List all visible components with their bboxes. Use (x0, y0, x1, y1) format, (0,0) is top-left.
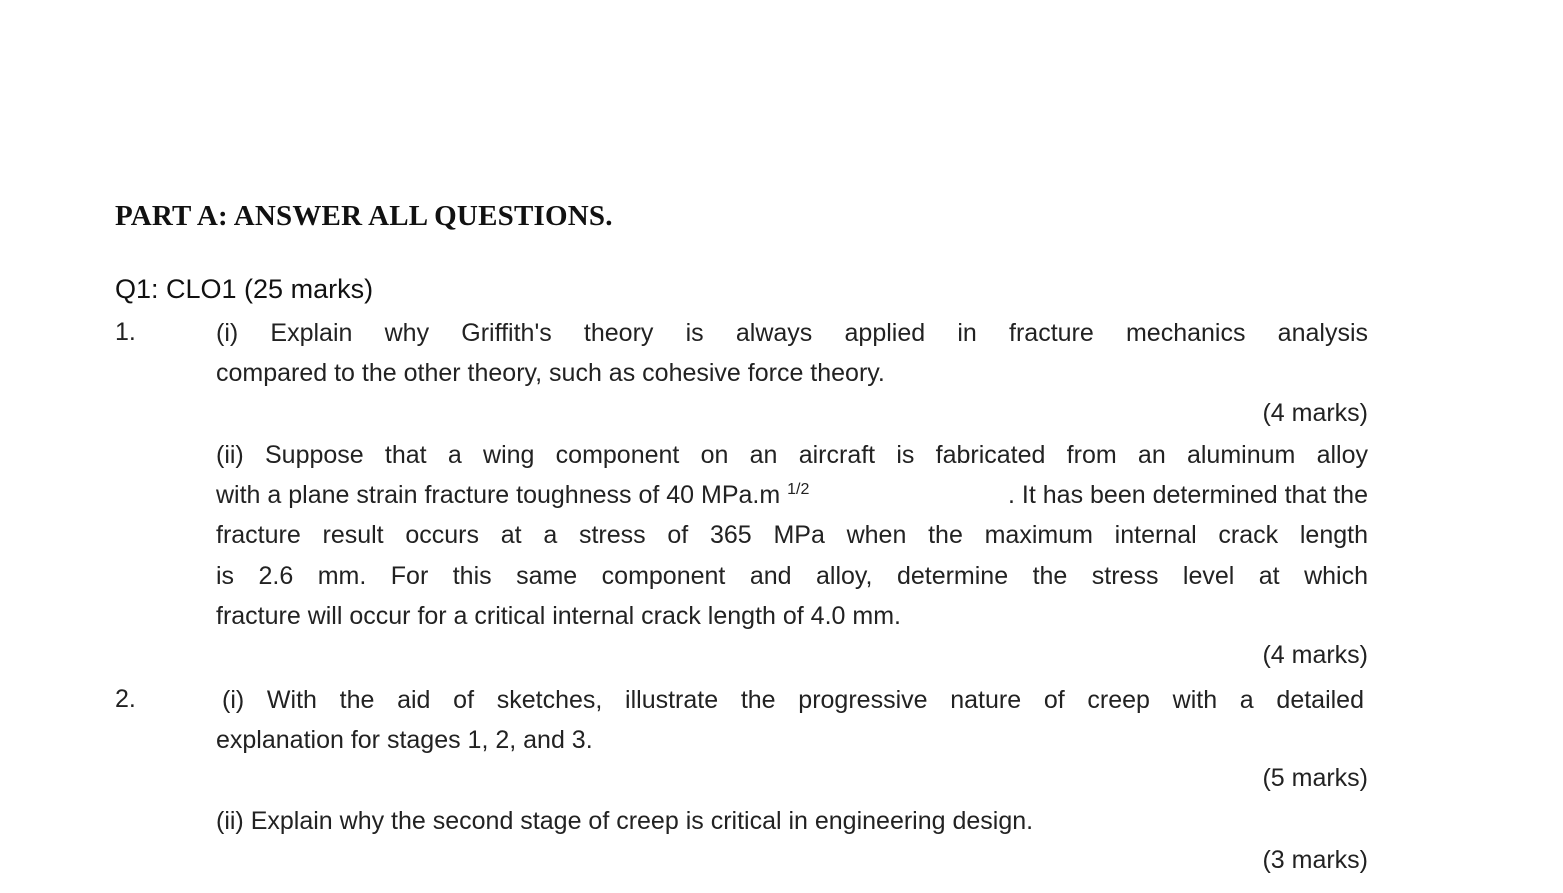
marks-label: (3 marks) (1262, 846, 1368, 874)
question-text-line: is 2.6 mm. For this same component and alloy, determine the stress level at which (216, 562, 1368, 590)
question-text-line (216, 480, 1368, 510)
exponent: 1/2 (787, 481, 810, 498)
question-text-line: (i) Explain why Griffith's theory is always applied in fracture mechanics analysis (216, 319, 1368, 347)
question-text-line: (ii) Explain why the second stage of creep is critical in engineering design. (216, 807, 1034, 835)
question-text-segment: with a plane strain fracture toughness of 40 MPa.m (216, 481, 781, 509)
question-text-line: compared to the other theory, such as cohesive force theory. (216, 359, 885, 387)
question-number: 1. (115, 318, 136, 346)
question-text-fragment: . It has been determined that the (1008, 481, 1368, 509)
question-text-fragment (216, 480, 809, 510)
part-heading: PART A: ANSWER ALL QUESTIONS. (115, 200, 613, 232)
question-number: 2. (115, 685, 136, 713)
question-text-line: explanation for stages 1, 2, and 3. (216, 726, 593, 754)
question-heading: Q1: CLO1 (25 marks) (115, 274, 374, 304)
question-text-line: (ii) Suppose that a wing component on an aircraft is fabricated from an aluminum alloy (216, 441, 1368, 469)
marks-label: (4 marks) (1262, 399, 1368, 427)
question-text-line: fracture result occurs at a stress of 365 MPa when the maximum internal crack length (216, 521, 1368, 549)
question-text-line: fracture will occur for a critical internal crack length of 4.0 mm. (216, 602, 901, 630)
question-text-line: (i) With the aid of sketches, illustrate the progressive nature of creep with a detailed (222, 686, 1364, 714)
marks-label: (4 marks) (1262, 641, 1368, 669)
marks-label: (5 marks) (1262, 764, 1368, 792)
